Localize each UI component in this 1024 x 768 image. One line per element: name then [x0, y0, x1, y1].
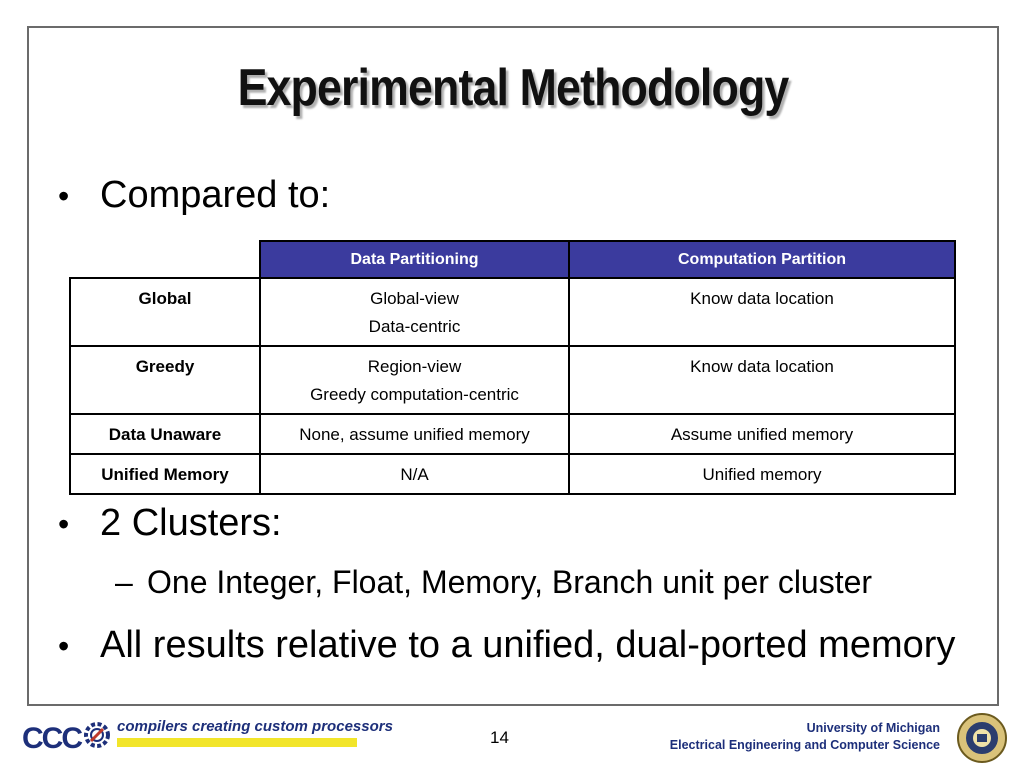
bullet-results: [58, 624, 955, 667]
university-block: [670, 720, 940, 754]
dash-glyph: –: [115, 564, 133, 600]
university-name: University of Michigan: [806, 721, 940, 735]
cell-computation-partition: Assume unified memory: [569, 414, 955, 454]
slide-title: Experimental Methodology: [237, 59, 789, 117]
cell-line: Global-view: [370, 289, 459, 308]
header-computation-partition: Computation Partition: [569, 241, 955, 278]
cell-computation-partition: Know data location: [569, 346, 955, 414]
table-row: [70, 346, 955, 414]
table-row: [70, 454, 955, 494]
cell-line: Data-centric: [368, 317, 461, 336]
table-header-row: [70, 241, 955, 278]
sub-bullet-text: One Integer, Float, Memory, Branch unit per cluster: [147, 564, 873, 600]
table-row: [70, 278, 955, 346]
row-label-data-unaware: Data Unaware: [70, 414, 260, 454]
sub-bullet-units: [115, 564, 872, 601]
bullet-compared-to: [58, 174, 330, 217]
page-number: 14: [490, 728, 509, 747]
row-label-unified-memory: Unified Memory: [70, 454, 260, 494]
row-label-global: Global: [70, 278, 260, 346]
bullet-glyph: •: [58, 628, 70, 664]
bullet-clusters: [58, 502, 282, 545]
cell-computation-partition: Know data location: [569, 278, 955, 346]
table-row: [70, 414, 955, 454]
ccc-logo: CCC: [22, 722, 81, 755]
row-label-greedy: Greedy: [70, 346, 260, 414]
tagline-underline-bar: [117, 738, 357, 747]
bullet-text: 2 Clusters:: [100, 502, 282, 544]
university-seal-icon: [956, 712, 1008, 764]
cell-line: Greedy computation-centric: [310, 385, 519, 404]
cell-computation-partition: Unified memory: [569, 454, 955, 494]
bullet-glyph: •: [58, 178, 70, 214]
bullet-text: All results relative to a unified, dual-ported memory: [100, 624, 956, 666]
slide-footer: [0, 708, 1024, 768]
table-corner-cell: [70, 241, 260, 278]
header-data-partitioning: Data Partitioning: [260, 241, 569, 278]
tagline: compilers creating custom processors: [117, 718, 393, 735]
cell-data-partitioning: [260, 278, 569, 346]
cell-data-partitioning: N/A: [260, 454, 569, 494]
comparison-table: [69, 240, 956, 495]
ccc-gear-logo-icon: [82, 720, 112, 750]
cell-data-partitioning: [260, 346, 569, 414]
bullet-text: Compared to:: [100, 174, 331, 216]
cell-data-partitioning: None, assume unified memory: [260, 414, 569, 454]
bullet-glyph: •: [58, 506, 70, 542]
department-name: Electrical Engineering and Computer Science: [669, 738, 940, 752]
cell-line: Region-view: [367, 357, 462, 376]
